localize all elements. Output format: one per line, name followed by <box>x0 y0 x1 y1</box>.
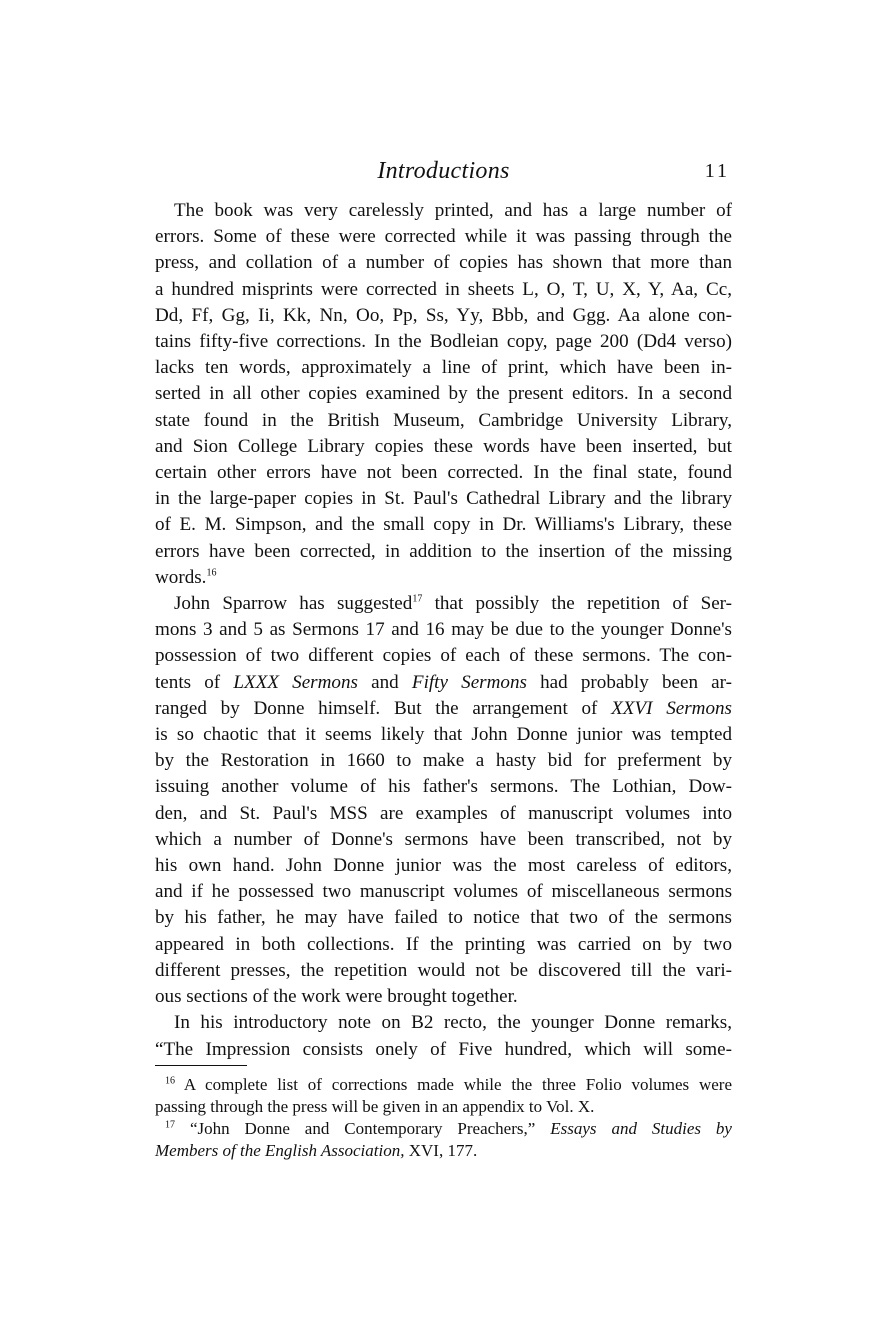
text-line: tains fifty-five corrections. In the Bodleian copy, page 200 (Dd4 verso) <box>155 331 732 353</box>
text-line: “The Impression consists onely of Five hundred, which will some- <box>155 1038 732 1060</box>
text-line: The book was very carelessly printed, and has a large number of <box>174 200 732 221</box>
footnote-marker-16: 16 <box>206 567 217 579</box>
book-title: LXXX Sermons <box>233 671 358 693</box>
footnote-number: 16 <box>165 1075 175 1087</box>
text-line: ranged by Donne himself. But the arrangement of XXVI Sermons <box>155 697 732 719</box>
text-line: ous sections of the work were brought together. <box>155 986 518 1008</box>
footnote-marker-17: 17 <box>412 593 423 605</box>
footnotes <box>155 1074 732 1162</box>
page-number: 11 <box>704 160 730 182</box>
text-line: issuing another volume of his father's sermons. The Lothian, Dow- <box>155 776 732 798</box>
text-line: errors have been corrected, in addition to the insertion of the missing <box>155 540 732 562</box>
text-line: passing through the press will be given in an appendix to Vol. X. <box>155 1096 595 1116</box>
book-title: Essays and Studies by <box>550 1118 732 1138</box>
text-line: and if he possessed two manuscript volumes of miscellaneous sermons <box>155 881 732 903</box>
text-line: words.$^{16}$ <box>155 566 217 588</box>
text-line: serted in all other copies examined by the present editors. In a second <box>155 383 732 405</box>
text-line: state found in the British Museum, Cambridge University Library, <box>155 409 732 431</box>
paragraph <box>155 591 732 1010</box>
text-line: den, and St. Paul's MSS are examples of manuscript volumes into <box>155 802 732 824</box>
running-title: Introductions <box>377 158 510 184</box>
text-line: lacks ten words, approximately a line of print, which have been in- <box>155 357 732 379</box>
footnote-16 <box>155 1074 732 1118</box>
footnote-rule <box>155 1065 247 1066</box>
text-line: certain other errors have not been corrected. In the final state, found <box>155 462 732 484</box>
text-line: possession of two different copies of each of these sermons. The con- <box>155 645 732 667</box>
text-line: by the Restoration in 1660 to make a hasty bid for preferment by <box>155 750 732 772</box>
text-line: Members of the English Association, XVI, 177. <box>155 1140 478 1160</box>
book-title: Members of the English Association, <box>155 1140 405 1160</box>
text-line: his own hand. John Donne junior was the most careless of editors, <box>155 855 732 877</box>
book-title: Fifty Sermons <box>411 671 527 693</box>
text-line: In his introductory note on B2 recto, the younger Donne remarks, <box>174 1012 732 1034</box>
page <box>155 158 732 1162</box>
body-text <box>155 198 732 1063</box>
footnote-17 <box>155 1118 732 1162</box>
running-header <box>155 158 732 188</box>
text-line: $^{17}$ “John Donne and Contemporary Preachers,” Essays and Studies by <box>165 1118 732 1138</box>
paragraph <box>155 198 732 591</box>
text-line: of E. M. Simpson, and the small copy in Dr. Williams's Library, these <box>155 514 732 536</box>
text-line: by his father, he may have failed to notice that two of the sermons <box>155 907 732 929</box>
text-line: different presses, the repetition would not be discovered till the vari- <box>155 959 732 981</box>
text-line: in the large-paper copies in St. Paul's Cathedral Library and the library <box>155 488 732 510</box>
text-line: mons 3 and 5 as Sermons 17 and 16 may be due to the younger Donne's <box>155 619 732 641</box>
text-line: which a number of Donne's sermons have been transcribed, not by <box>155 828 732 850</box>
text-line: is so chaotic that it seems likely that John Donne junior was tempted <box>155 724 732 746</box>
text-line: and Sion College Library copies these words have been inserted, but <box>155 435 732 457</box>
text-line: errors. Some of these were corrected while it was passing through the <box>155 226 732 248</box>
paragraph <box>155 1010 732 1062</box>
book-title: XXVI Sermons <box>611 697 732 719</box>
text-line: appeared in both collections. If the printing was carried on by two <box>155 933 732 955</box>
text-line: Dd, Ff, Gg, Ii, Kk, Nn, Oo, Pp, Ss, Yy, Bbb, and Ggg. Aa alone con- <box>155 304 732 326</box>
text-line: John Sparrow has suggested$^{17}$ that possibly the repetition of Ser- <box>174 593 732 615</box>
text-line: tents of LXXX Sermons and Fifty Sermons had probably been ar- <box>155 671 732 693</box>
text-line: press, and collation of a number of copies has shown that more than <box>155 252 732 274</box>
text-line: $^{16}$ A complete list of corrections made while the three Folio volumes were <box>165 1074 732 1094</box>
footnote-number: 17 <box>165 1119 175 1131</box>
text-line: a hundred misprints were corrected in sheets L, O, T, U, X, Y, Aa, Cc, <box>155 278 732 300</box>
